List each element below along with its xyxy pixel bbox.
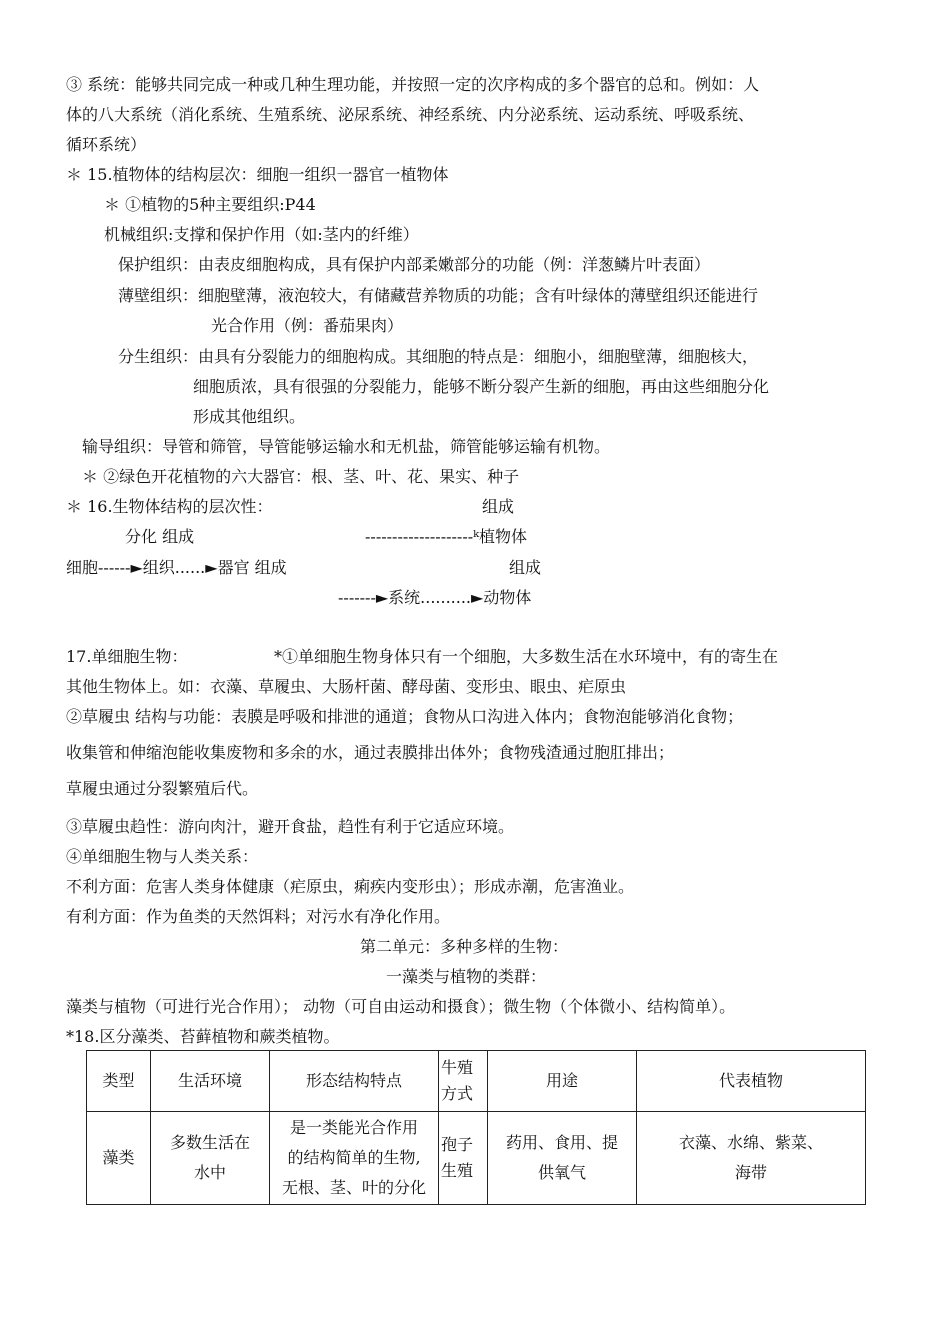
header-type: 类型 — [87, 1051, 151, 1112]
section-algae-plants-title: 一藻类与植物的类群： — [386, 967, 547, 986]
flow-branch-plant: --------------------ᵏ植物体 — [365, 527, 527, 546]
cell-rep-line2: 海带 — [734, 1163, 767, 1182]
line-meristem: 分生组织：由具有分裂能力的细胞构成。其细胞的特点是：细胞小，细胞壁薄，细胞核大， — [118, 347, 759, 366]
cell-environment — [151, 1112, 270, 1205]
header-reproduction-line1: 牛殖 — [441, 1058, 474, 1077]
line-protective-tissue: 保护组织：由表皮细胞构成，具有保护内部柔嫩部分的功能（例：洋葱鳞片叶表面） — [118, 255, 711, 274]
flow-branch-animal: -------►系统..........►动物体 — [338, 588, 532, 607]
line-five-tissues: ＊ ①植物的5种主要组织:P44 — [104, 195, 316, 214]
cell-use-line2: 供氧气 — [537, 1163, 586, 1182]
header-reproduction — [439, 1051, 488, 1112]
flow-label-diff-compose: 分化 组成 — [125, 527, 195, 546]
line-paramecium-structure: ②草履虫 结构与功能：表膜是呼吸和排泄的通道；食物从口沟进入体内；食物泡能够消化食物； — [66, 707, 744, 726]
cell-repro-line2: 生殖 — [441, 1161, 474, 1180]
line-paramecium-taxis: ③草履虫趋性：游向肉汁，避开食盐，趋性有利于它适应环境。 — [66, 817, 515, 836]
flow-label-compose-mid: 组成 — [509, 558, 542, 577]
heading-16-levels: ＊ 16.生物体结构的层次性： — [66, 497, 273, 516]
line-meristem-cont1: 细胞质浓，具有很强的分裂能力，能够不断分裂产生新的细胞，再由这些细胞分化 — [193, 377, 770, 396]
cell-features — [270, 1112, 439, 1205]
line-paramecium-reproduction: 草履虫通过分裂繁殖后代。 — [66, 779, 259, 798]
cell-repro-line1: 孢子 — [441, 1135, 474, 1154]
cell-env-line1: 多数生活在 — [169, 1133, 250, 1152]
line-paramecium-structure-cont: 收集管和伸缩泡能收集废物和多余的水，通过表膜排出体外；食物残渣通过胞肛排出； — [66, 743, 675, 762]
line-parenchyma-cont: 光合作用（例：番茄果肉） — [211, 316, 404, 335]
flow-main-chain: 细胞------►组织......►器官 组成 — [66, 558, 287, 577]
cell-rep-line1: 衣藻、水绵、紫菜、 — [678, 1133, 823, 1152]
line-circulatory: 循环系统） — [66, 135, 147, 154]
line-relation-heading: ④单细胞生物与人类关系： — [66, 847, 259, 866]
line-unicellular-examples: 其他生物体上。如：衣藻、草履虫、大肠杆菌、酵母菌、变形虫、眼虫、疟原虫 — [66, 677, 627, 696]
cell-representative — [637, 1112, 866, 1205]
table-row — [87, 1112, 866, 1205]
header-use: 用途 — [488, 1051, 637, 1112]
heading-17-unicellular: 17.单细胞生物： — [66, 647, 188, 666]
table-header-row — [87, 1051, 866, 1112]
flow-label-compose-top: 组成 — [482, 497, 515, 516]
line-six-organs: ＊ ②绿色开花植物的六大器官：根、茎、叶、花、果实、种子 — [82, 467, 520, 486]
line-conductive-tissue: 输导组织：导管和筛管，导管能够运输水和无机盐，筛管能够运输有机物。 — [82, 437, 611, 456]
cell-feat-line3: 无根、茎、叶的分化 — [281, 1178, 426, 1197]
cell-use-line1: 药用、食用、提 — [505, 1133, 618, 1152]
cell-use — [488, 1112, 637, 1205]
line-classification: 藻类与植物（可进行光合作用）； 动物（可自由运动和摄食）；微生物（个体微小、结构简单）。 — [66, 997, 736, 1016]
cell-type: 藻类 — [87, 1112, 151, 1205]
cell-feat-line2: 的结构简单的生物, — [287, 1148, 421, 1167]
line-system-def: ③ 系统：能够共同完成一种或几种生理功能，并按照一定的次序构成的多个器官的总和。例如：人 — [66, 75, 760, 94]
heading-15-plant-levels: ＊ 15.植物体的结构层次：细胞一组织一器官一植物体 — [66, 165, 449, 184]
cell-feat-line1: 是一类能光合作用 — [289, 1118, 418, 1137]
line-mechanical-tissue: 机械组织:支撑和保护作用（如:茎内的纤维） — [104, 225, 419, 244]
line-parenchyma: 薄壁组织：细胞壁薄，液泡较大，有储藏营养物质的功能；含有叶绿体的薄壁组织还能进行 — [118, 286, 759, 305]
line-beneficial: 有利方面：作为鱼类的天然饵料；对污水有净化作用。 — [66, 907, 451, 926]
plant-comparison-table — [86, 1050, 866, 1205]
header-features: 形态结构特点 — [270, 1051, 439, 1112]
line-harmful: 不利方面：危害人类身体健康（疟原虫，痢疾内变形虫）；形成赤潮，危害渔业。 — [66, 877, 635, 896]
unit-two-title: 第二单元：多种多样的生物： — [360, 937, 569, 956]
cell-reproduction — [439, 1112, 488, 1205]
line-unicellular-def: *①单细胞生物身体只有一个细胞，大多数生活在水环境中，有的寄生在 — [274, 647, 779, 666]
header-representative: 代表植物 — [637, 1051, 866, 1112]
line-meristem-cont2: 形成其他组织。 — [193, 407, 306, 426]
header-reproduction-line2: 方式 — [441, 1084, 474, 1103]
line-eight-systems: 体的八大系统（消化系统、生殖系统、泌尿系统、神经系统、内分泌系统、运动系统、呼吸系统、 — [66, 105, 755, 124]
header-environment: 生活环境 — [151, 1051, 270, 1112]
cell-env-line2: 水中 — [193, 1163, 226, 1182]
heading-18-distinguish: *18.区分藻类、苔藓植物和蕨类植物。 — [66, 1027, 340, 1046]
